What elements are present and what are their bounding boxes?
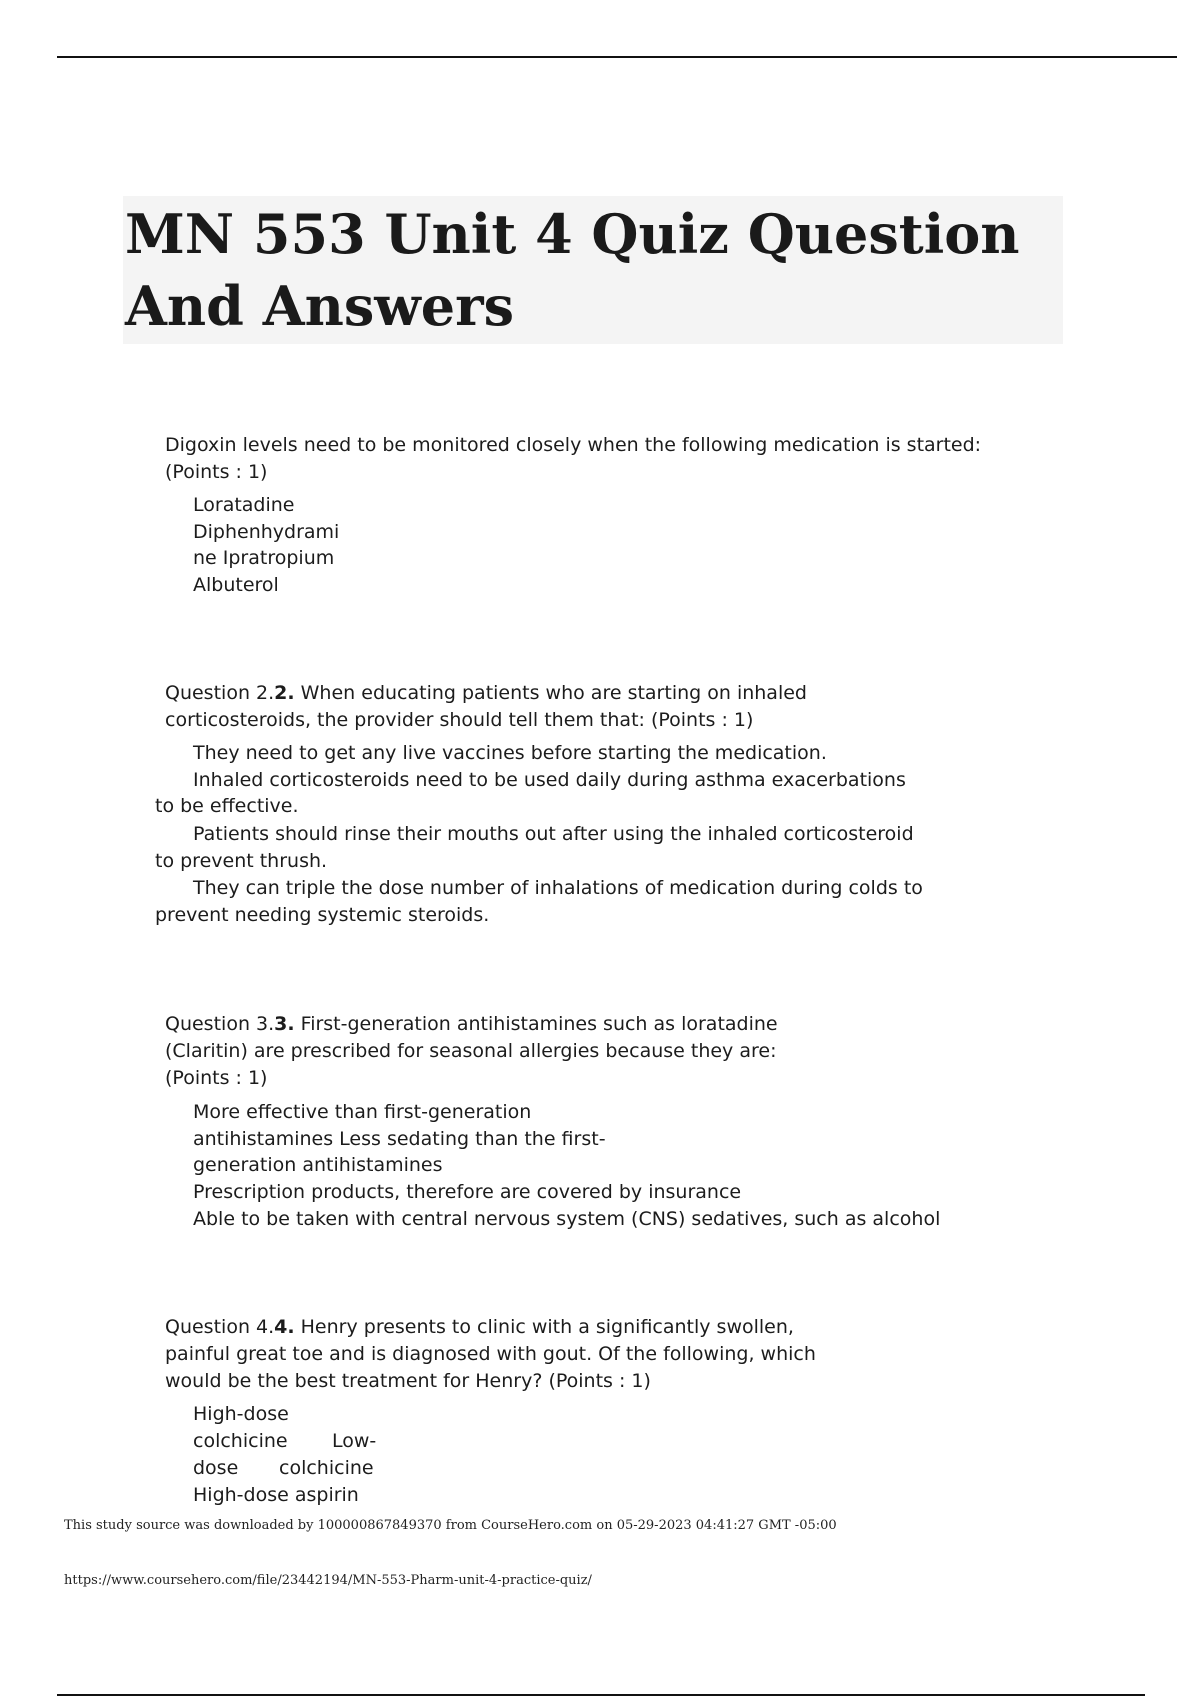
question-3-label: Question 3.3. xyxy=(165,1013,295,1035)
question-4-option-1-cont: colchicine xyxy=(193,1430,288,1452)
question-1-stem: Digoxin levels need to be monitored closely when the following medication is started: (Points : 1) xyxy=(165,434,982,483)
question-2-stem xyxy=(165,680,865,734)
question-4-option-2-word: colchicine xyxy=(279,1457,374,1479)
question-4-option-2: Low- xyxy=(332,1430,377,1452)
question-4-label-bold: 4. xyxy=(274,1316,295,1338)
question-2-option-3: Patients should rinse their mouths out after using the inhaled corticosteroid xyxy=(193,823,914,845)
question-4-option-1: High-dose xyxy=(193,1403,289,1425)
question-4-label: Question 4.4. xyxy=(165,1316,295,1338)
question-3-stem xyxy=(165,1011,825,1092)
question-2-label-bold: 2. xyxy=(274,682,295,704)
question-2-option-2: Inhaled corticosteroids need to be used daily during asthma exacerbations xyxy=(193,769,906,791)
question-3-option-last: Able to be taken with central nervous system (CNS) sedatives, such as alcohol xyxy=(193,1208,941,1230)
question-2-stem-text: When educating patients who are starting on inhaled corticosteroids, the provider should tell them that: (Points : 1) xyxy=(165,682,807,731)
document-title: MN 553 Unit 4 Quiz Question And Answers xyxy=(125,202,1020,338)
question-4-option-2-cont: dose xyxy=(193,1457,239,1479)
question-3-label-bold: 3. xyxy=(274,1013,295,1035)
question-4-option-3: High-dose aspirin xyxy=(193,1484,359,1506)
bottom-rule xyxy=(57,1694,1145,1696)
question-2-option-3-cont: to prevent thrush. xyxy=(155,850,328,872)
source-url[interactable]: https://www.coursehero.com/file/23442194/MN-553-Pharm-unit-4-practice-quiz/ xyxy=(64,1573,592,1588)
question-2-option-1: They need to get any live vaccines before starting the medication. xyxy=(193,742,827,764)
question-3-options: More effective than first-generation antihistamines Less sedating than the first- generation antihistamines Prescription products, therefore are covered by insurance xyxy=(193,1101,742,1203)
top-rule xyxy=(57,56,1177,58)
question-2-option-2-cont: to be effective. xyxy=(155,795,299,817)
question-4-stem-text: Henry presents to clinic with a significantly swollen, painful great toe and is diagnosed with gout. Of the following, which would be the best treatment for Henry? (Points : 1) xyxy=(165,1316,816,1392)
question-2-option-4-cont: prevent needing systemic steroids. xyxy=(155,904,490,926)
source-line: This study source was downloaded by 100000867849370 from CourseHero.com on 05-29-2023 04:41:27 GMT -05:00 xyxy=(64,1518,837,1533)
question-4-stem xyxy=(165,1314,865,1395)
question-3-stem-text: First-generation antihistamines such as loratadine (Claritin) are prescribed for seasonal allergies because they are: (Points : 1) xyxy=(165,1013,778,1089)
question-2-label: Question 2.2. xyxy=(165,682,295,704)
question-2-option-4: They can triple the dose number of inhalations of medication during colds to xyxy=(193,877,923,899)
question-1-options: Loratadine Diphenhydrami ne Ipratropium Albuterol xyxy=(193,494,340,596)
